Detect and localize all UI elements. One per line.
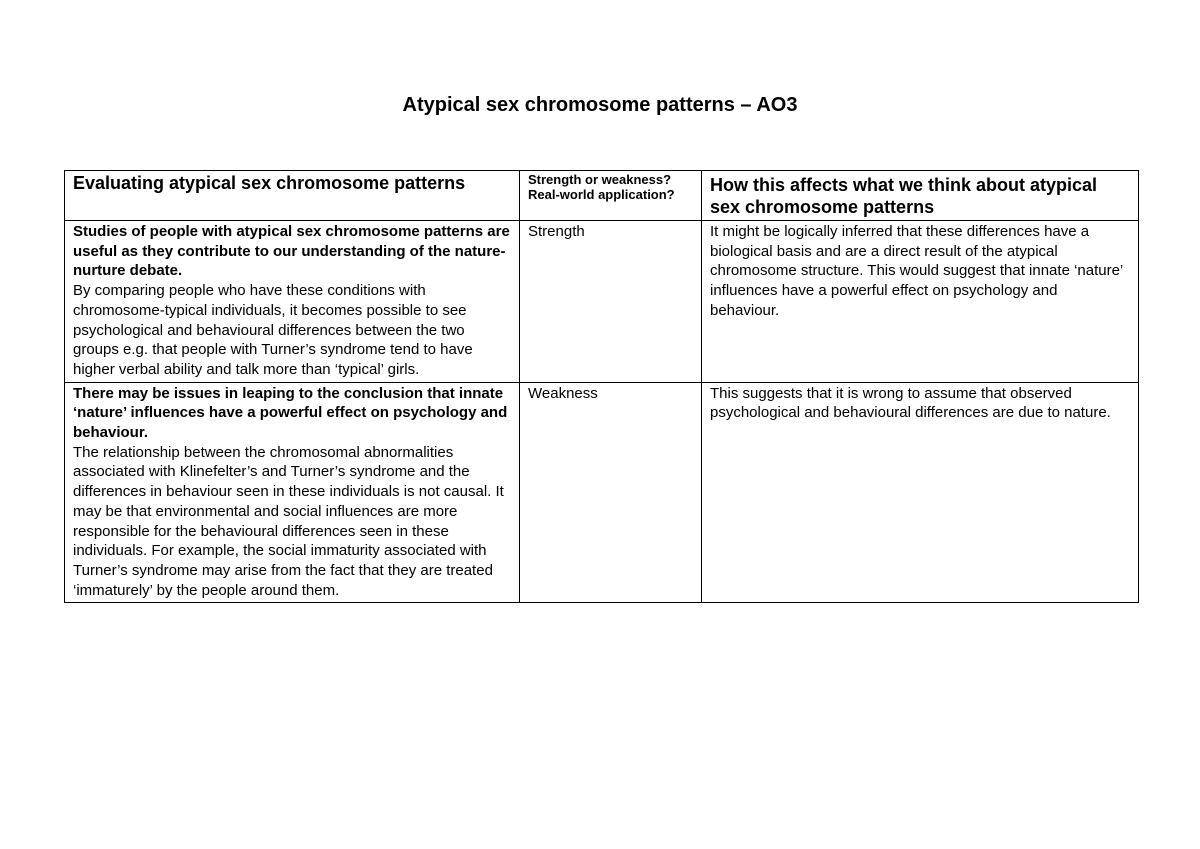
- evaluation-point-cell: [65, 221, 520, 383]
- header-strength-weakness-label: Strength or weakness?: [528, 172, 672, 187]
- page-title: Atypical sex chromosome patterns – AO3: [402, 94, 798, 116]
- header-effect-label: How this affects what we think about atypical sex chromosome patterns: [710, 175, 1098, 217]
- evaluation-point-text: By comparing people who have these conditions with chromosome-typical individuals, it becomes possible to see psychological and behavioural differences between the two groups e.g. that people with Turner’s syndrome tend to have higher verbal ability and talk more than ‘typical’ girls.: [73, 282, 473, 378]
- evaluation-point-cell: [65, 382, 520, 603]
- evaluation-effect-cell: This suggests that it is wrong to assume that observed psychological and behavioural differences are due to nature.: [702, 382, 1139, 603]
- header-evaluating: [65, 171, 520, 221]
- header-effect: [702, 171, 1139, 221]
- table-row: [65, 221, 1139, 383]
- header-strength-weakness: [520, 171, 702, 221]
- evaluation-effect-cell: It might be logically inferred that these differences have a biological basis and are a direct result of the atypical chromosome structure. This would suggest that innate ‘nature’ influences have a powerful effect on psychology and behaviour.: [702, 221, 1139, 383]
- evaluation-type-cell: Strength: [520, 221, 702, 383]
- evaluation-table: [64, 170, 1139, 603]
- table-header-row: [65, 171, 1139, 221]
- header-evaluating-label: Evaluating atypical sex chromosome patterns: [73, 173, 466, 193]
- evaluation-type-cell: Weakness: [520, 382, 702, 603]
- table-row: [65, 382, 1139, 603]
- evaluation-point-text: The relationship between the chromosomal abnormalities associated with Klinefelter’s and Turner’s syndrome and the differences in behaviour seen in these individuals is not causal. It may be that environmental and social influences are more responsible for the behavioural differences seen in these individuals. For example, the social immaturity associated with Turner’s syndrome may arise from the fact that they are treated ‘immaturely’ by the people around them.: [73, 443, 504, 599]
- header-real-world-label: Real-world application?: [528, 187, 675, 202]
- evaluation-point-heading: There may be issues in leaping to the conclusion that innate ‘nature’ influences have a powerful effect on psychology and behaviour.: [73, 384, 508, 442]
- evaluation-point-heading: Studies of people with atypical sex chromosome patterns are useful as they contribute to our understanding of the nature-nurture debate.: [73, 223, 510, 280]
